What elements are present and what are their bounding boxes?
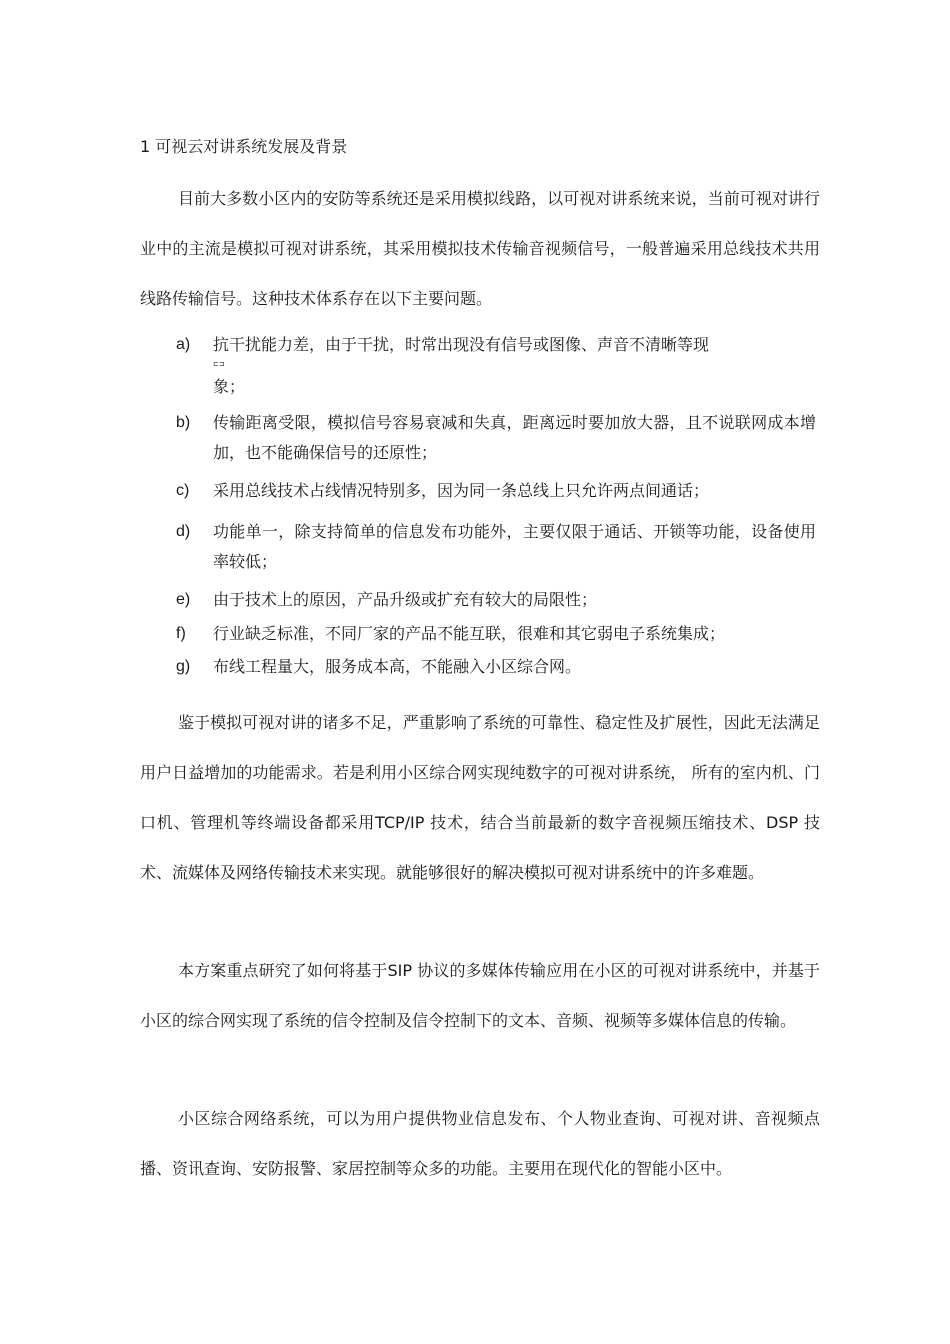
inline-mark: ⊏⊐ — [213, 360, 225, 368]
list-text: 功能单一，除支持简单的信息发布功能外，主要仅限于通话、开锁等功能，设备使用率较低； — [213, 522, 816, 571]
list-text-tail: 象； — [213, 377, 246, 396]
paragraph-intro: 目前大多数小区内的安防等系统还是采用模拟线路，以可视对讲系统来说，当前可视对讲行业中的主流是模拟可视对讲系统，其采用模拟技术传输音视频信号，一般普遍采用总线技术共用线路传输信号。这种技术体系存在以下主要问题。 — [140, 189, 820, 308]
list-marker: g) — [176, 658, 191, 675]
list-item-e — [176, 585, 816, 615]
list-item-f — [176, 619, 816, 649]
paragraph-community-network: 小区综合网络系统，可以为用户提供物业信息发布、个人物业查询、可视对讲、音视频点播、资讯查询、安防报警、家居控制等众多的功能。主要用在现代化的智能小区中。 — [140, 1109, 820, 1178]
paragraph-digital-solution: 鉴于模拟可视对讲的诸多不足，严重影响了系统的可靠性、稳定性及扩展性，因此无法满足用户日益增加的功能需求。若是利用小区综合网实现纯数字的可视对讲系统， 所有的室内机、门口机、管理机等终端设备都采用TCP/IP 技术，结合当前最新的数字音视频压缩技术、DSP 技术、流媒体及网络传输技术来实现。就能够很好的解决模拟可视对讲系统中的许多难题。 — [140, 713, 820, 882]
list-item-b — [176, 408, 816, 468]
list-item-d — [176, 517, 816, 577]
list-marker: e) — [176, 591, 191, 608]
list-text: 抗干扰能力差，由于干扰，时常出现没有信号或图像、声音不清晰等现 — [213, 335, 710, 354]
list-item-c — [176, 476, 816, 506]
list-marker: a) — [176, 336, 191, 353]
section-heading: 1 可视云对讲系统发展及背景 — [140, 137, 348, 156]
list-marker: c) — [176, 482, 190, 499]
paragraph-sip-scheme: 本方案重点研究了如何将基于SIP 协议的多媒体传输应用在小区的可视对讲系统中，并基于小区的综合网实现了系统的信令控制及信令控制下的文本、音频、视频等多媒体信息的传输。 — [140, 961, 820, 1030]
list-item-g — [176, 652, 816, 682]
list-text: 由于技术上的原因，产品升级或扩充有较大的局限性； — [213, 590, 598, 609]
list-text: 行业缺乏标准，不同厂家的产品不能互联，很难和其它弱电子系统集成； — [213, 624, 726, 643]
list-marker: d) — [176, 523, 191, 540]
list-text: 采用总线技术占线情况特别多，因为同一条总线上只允许两点间通话； — [213, 481, 710, 500]
list-text: 传输距离受限，模拟信号容易衰减和失真，距离远时要加放大器，且不说联网成本增加，也不能确保信号的还原性； — [213, 413, 816, 462]
list-text: 布线工程量大，服务成本高，不能融入小区综合网。 — [213, 657, 582, 676]
list-item-a — [176, 330, 816, 402]
list-marker: b) — [176, 414, 191, 431]
list-marker: f) — [176, 625, 186, 642]
